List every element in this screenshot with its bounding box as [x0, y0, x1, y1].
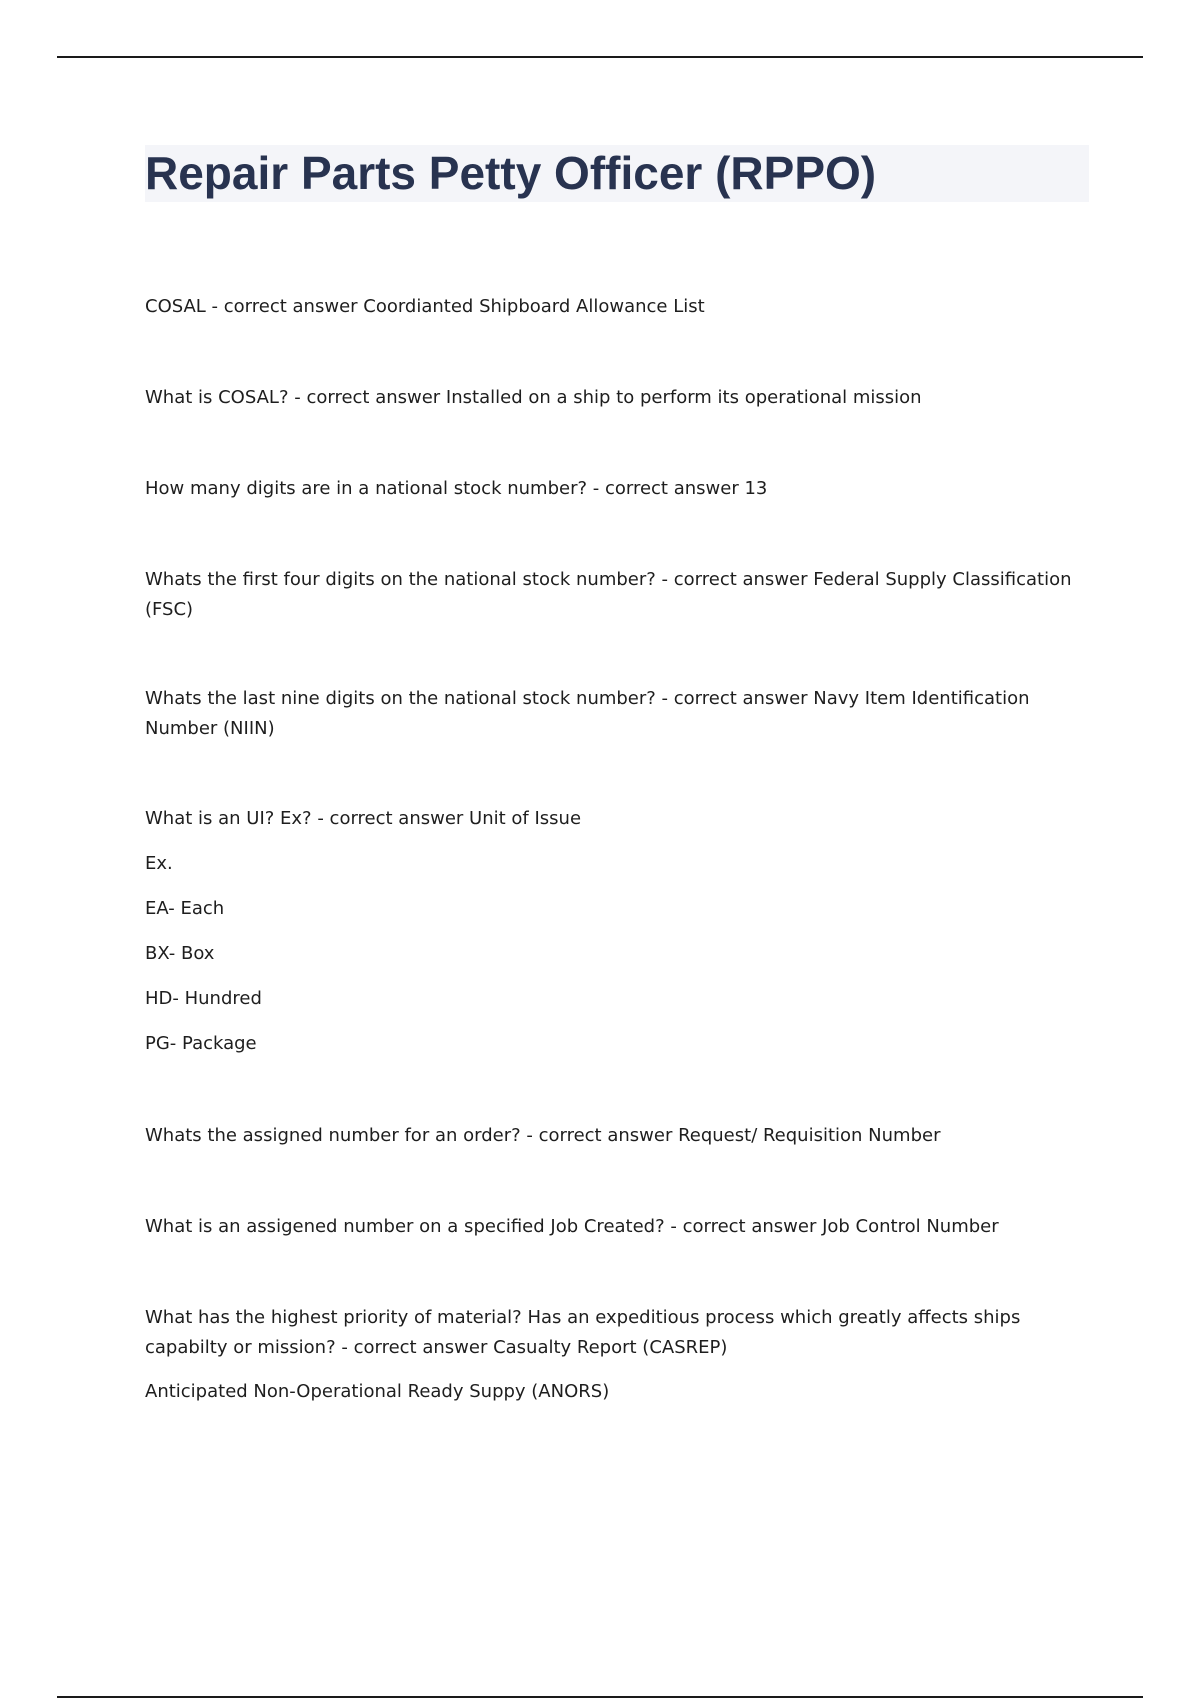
qa-line: Ex.	[145, 853, 173, 874]
qa-entry-niin	[145, 684, 1085, 744]
qa-entry-cosal	[145, 292, 1085, 322]
qa-line: PG- Package	[145, 1033, 257, 1054]
qa-entry-unit-of-issue	[145, 804, 1085, 1059]
qa-text: How many digits are in a national stock number? - correct answer 13	[145, 478, 768, 499]
qa-entry-what-is-cosal	[145, 383, 1085, 413]
qa-entry-fsc	[145, 565, 1085, 625]
qa-entry-nsn-digits	[145, 474, 1085, 504]
qa-line: Anticipated Non-Operational Ready Suppy (ANORS)	[145, 1381, 610, 1402]
footer-rule	[57, 1696, 1143, 1698]
page-title: Repair Parts Petty Officer (RPPO)	[145, 147, 877, 199]
qa-text: What is an UI? Ex? - correct answer Unit of Issue	[145, 808, 582, 829]
header-rule	[57, 56, 1143, 58]
qa-line: BX- Box	[145, 943, 215, 964]
qa-text: COSAL - correct answer Coordianted Shipboard Allowance List	[145, 296, 705, 317]
qa-entry-requisition-number	[145, 1121, 1085, 1151]
qa-text: Whats the assigned number for an order? - correct answer Request/ Requisition Number	[145, 1125, 941, 1146]
qa-entry-casrep	[145, 1303, 1085, 1407]
qa-line: HD- Hundred	[145, 988, 262, 1009]
qa-line: EA- Each	[145, 898, 225, 919]
qa-text: Whats the last nine digits on the national stock number? - correct answer Navy Item Identification Number (NIIN)	[145, 688, 1030, 739]
qa-text: What is an assigened number on a specified Job Created? - correct answer Job Control Number	[145, 1216, 999, 1237]
qa-text: Whats the first four digits on the national stock number? - correct answer Federal Supply Classification (FSC)	[145, 569, 1072, 620]
qa-text: What is COSAL? - correct answer Installed on a ship to perform its operational mission	[145, 387, 922, 408]
qa-text: What has the highest priority of material? Has an expeditious process which greatly affects ships capabilty or mission? - correct answer Casualty Report (CASREP)	[145, 1307, 1021, 1358]
qa-entry-job-control-number	[145, 1212, 1085, 1242]
